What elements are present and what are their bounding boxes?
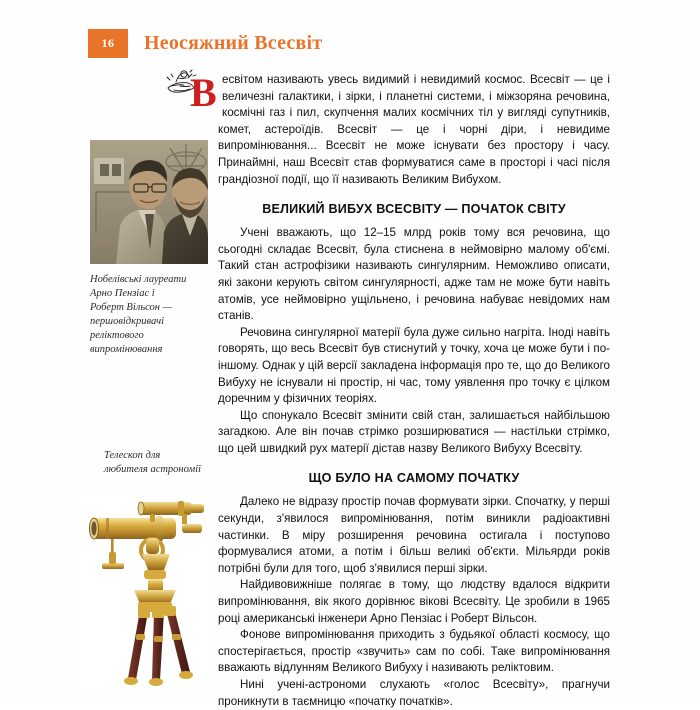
chapter-title: Неосяжний Всесвіт — [144, 31, 323, 54]
paragraph-big-bang-1: Учені вважають, що 12–15 млрд років тому вся речовина, що сьогодні складає Всесвіт, була стиснена в неймовірно малому об'ємі. Такий стан астрофізики називають сингулярним. Неможливо описати, які закони керують світом сингулярності, адже там не може бути навіть атомів, усе неймовірно ущільнено, і речовина набуває невідомих нам станів. — [218, 226, 610, 323]
paragraph-beginning-1: Далеко не відразу простір почав формувати зірки. Спочатку, у перші секунди, з'явилося випромінювання, потім виникли радіоактивні частинки. В міру розширення речовина остигала і поступово формувалися атоми, а потім і більш великі об'єкти. Мільярди років потрібні були для того, щоб з'явилися перші зірки. — [218, 495, 610, 575]
paragraph-big-bang-2: Речовина сингулярної матерії була дуже сильно нагріта. Іноді навіть говорять, що весь Всесвіт був стиснутий у точку, хоча це може бути і по-іншому. Однак у цій версії закладена інформація про те, що до Великого Вибуху не існували ні простір, ні час, тому уявлення про точку є цілком доречним у фізичних теоріях. — [218, 325, 610, 406]
margin-column — [90, 140, 208, 357]
main-text-column — [190, 70, 610, 710]
paragraph-beginning-4: Нині учені-астрономи слухають «голос Всесвіту», прагнучи проникнути в таємницю «початку початків». — [218, 678, 610, 708]
dropcap-block — [166, 70, 218, 120]
section-heading-big-bang: ВЕЛИКИЙ ВИБУХ ВСЕСВІТУ — ПОЧАТОК СВІТУ — [262, 202, 566, 217]
paragraph-beginning-2: Найдивовижніше полягає в тому, що людству вдалося відкрити випромінювання, вік якого дорівнює вікові Всесвіту. Це зробили в 1965 році американські інженери Арно Пензіас і Роберт Вільсон. — [218, 578, 610, 625]
intro-block — [190, 70, 610, 188]
page-header — [88, 28, 322, 58]
intro-paragraph: есвітом називають увесь видимий і невидимий космос. Всесвіт — це і величезні галактики, і зірки, і планетні системи, і міжзоряна речовина, космічні газ і пил, скупчення малих космічних тіл у вигляді супутників, комет, астероїдів. Всесвіт — це і чорні діри, і невидиме випромінювання... Всесвіт не може існувати без простору і часу. Принаймні, наш Всесвіт став формуватися саме в просторі і часі після грандіозної події, що її називають Великим Вибухом. — [218, 73, 610, 186]
telescope-photo — [78, 492, 214, 690]
scientists-photo-caption: Нобелівські лауреати Арно Пензіас і Роберт Вільсон — першовідкривачі реліктового випромінювання — [90, 274, 187, 355]
telescope-graphic — [78, 492, 214, 690]
telescope-caption: Телескоп для любителя астрономії — [104, 450, 202, 475]
section-heading-beginning: ЩО БУЛО НА САМОМУ ПОЧАТКУ — [308, 471, 520, 486]
paragraph-beginning-3: Фонове випромінювання приходить з будьякої області космосу, що спостерігається, простір «звучить» сам по собі. Таке випромінювання вважають відлунням Великого Вибуху і називають реліктовим. — [218, 628, 610, 675]
page-number-badge: 16 — [88, 29, 128, 58]
scientists-photo-graphic — [90, 140, 208, 264]
paragraph-big-bang-3: Що спонукало Всесвіт змінити свій стан, залишається найбільшою загадкою. Але він почав стрімко розширюватися — настільки стрімко, що цей швидкий рух матерії дістав назву Великого Вибуху Всесвіту. — [218, 408, 610, 455]
scientists-photo — [90, 140, 208, 264]
dropcap-letter: В — [190, 70, 217, 115]
